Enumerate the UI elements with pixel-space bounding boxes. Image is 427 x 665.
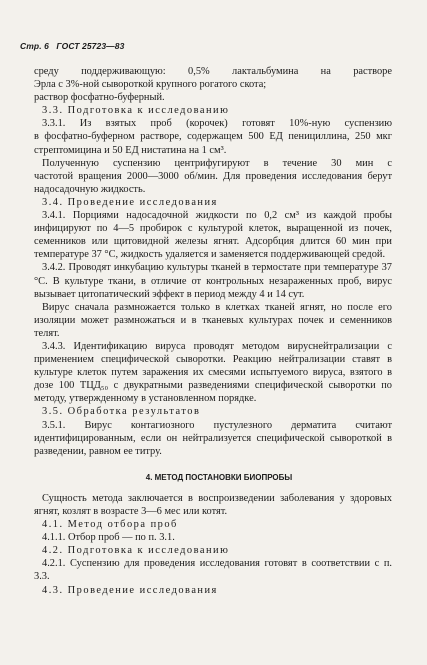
subsection-heading: 3.4. Проведение исследования bbox=[42, 196, 218, 208]
paragraph: 3.4.3. Идентификацию вируса проводят методом вируснейтрализации с применением специфической сыворотки. Реакцию нейтрализации ставят в культуре клеток путем заражения их смесями испытуемого вируса, взятого в дозе 100 ТЦД₅₀ с двукратными разведениями специфической сыворотки по методу, утвержденному в установленном порядке. bbox=[34, 340, 392, 405]
document-body bbox=[34, 65, 392, 597]
paragraph: 3.5.1. Вирус контагиозного пустулезного дерматита считают идентифицированным, если он нейтрализуется специфической сывороткой в разведении, равном ее титру. bbox=[34, 419, 392, 457]
text-line: раствор фосфатно-буферный. bbox=[34, 92, 165, 104]
text-line: Эрла с 3%-ной сывороткой крупного рогатого скота; bbox=[34, 79, 267, 91]
text-line: 3.3.1. Из взятых проб (корочек) готовят 10%-ную суспензию bbox=[42, 118, 392, 130]
subsection-heading: 4.1. Метод отбора проб bbox=[42, 519, 178, 531]
paragraph: в фосфатно-буферном растворе, содержащем 500 ЕД пенициллина, 250 мкг стрептомицина и 50 ЕД нистатина на 1 см³. bbox=[34, 131, 392, 156]
text-line: Полученную суспензию центрифугируют в течение 30 мин с bbox=[42, 157, 392, 169]
paragraph: 3.4.1. Порциями надосадочной жидкости по 0,2 см³ из каждой пробы инфицируют по 4—5 пробирок с культурой клеток, выращенной из почек, семенников или щитовидной железы ягнят. Адсорбция длится 60 мин при температуре 37 °С, жидкость удаляется и заменяется поддерживающей средой. bbox=[34, 210, 392, 261]
subsection-heading: 3.3. Подготовка к исследованию bbox=[42, 105, 230, 117]
subsection-heading: 3.5. Обработка результатов bbox=[42, 406, 201, 418]
paragraph: 4.2.1. Суспензию для проведения исследования готовят в соответствии с п. 3.3. bbox=[34, 558, 392, 583]
paragraph: Сущность метода заключается в воспроизведении заболевания у здоровых ягнят, козлят в возрасте 3—6 мес или котят. bbox=[34, 492, 392, 517]
paragraph: Вирус сначала размножается только в клетках тканей ягнят, но после его изоляции может размножаться и в тканевых культурах почек и семенников телят. bbox=[34, 301, 392, 339]
subsection-heading: 4.3. Проведение исследования bbox=[42, 584, 218, 596]
page-label: Стр. 6 bbox=[20, 41, 49, 51]
text-line: среду поддерживающую: 0,5% лактальбумина на растворе bbox=[34, 66, 392, 77]
section-heading: 4. МЕТОД ПОСТАНОВКИ БИОПРОБЫ bbox=[145, 472, 293, 482]
standard-number: ГОСТ 25723—83 bbox=[56, 41, 125, 51]
text-line: 4.1.1. Отбор проб — по п. 3.1. bbox=[42, 532, 175, 544]
page-header bbox=[20, 41, 129, 51]
paragraph: 3.4.2. Проводят инкубацию культуры тканей в термостате при температуре 37 °С. В культуре ткани, в отличие от контрольных незараженных проб, вирус вызывает цитопатический эффект в период между 4 и 14 сут. bbox=[34, 262, 392, 300]
paragraph: частотой вращения 2000—3000 об/мин. Для проведения исследования берут надосадочную жидкость. bbox=[34, 170, 392, 195]
subsection-heading: 4.2. Подготовка к исследованию bbox=[42, 545, 230, 557]
